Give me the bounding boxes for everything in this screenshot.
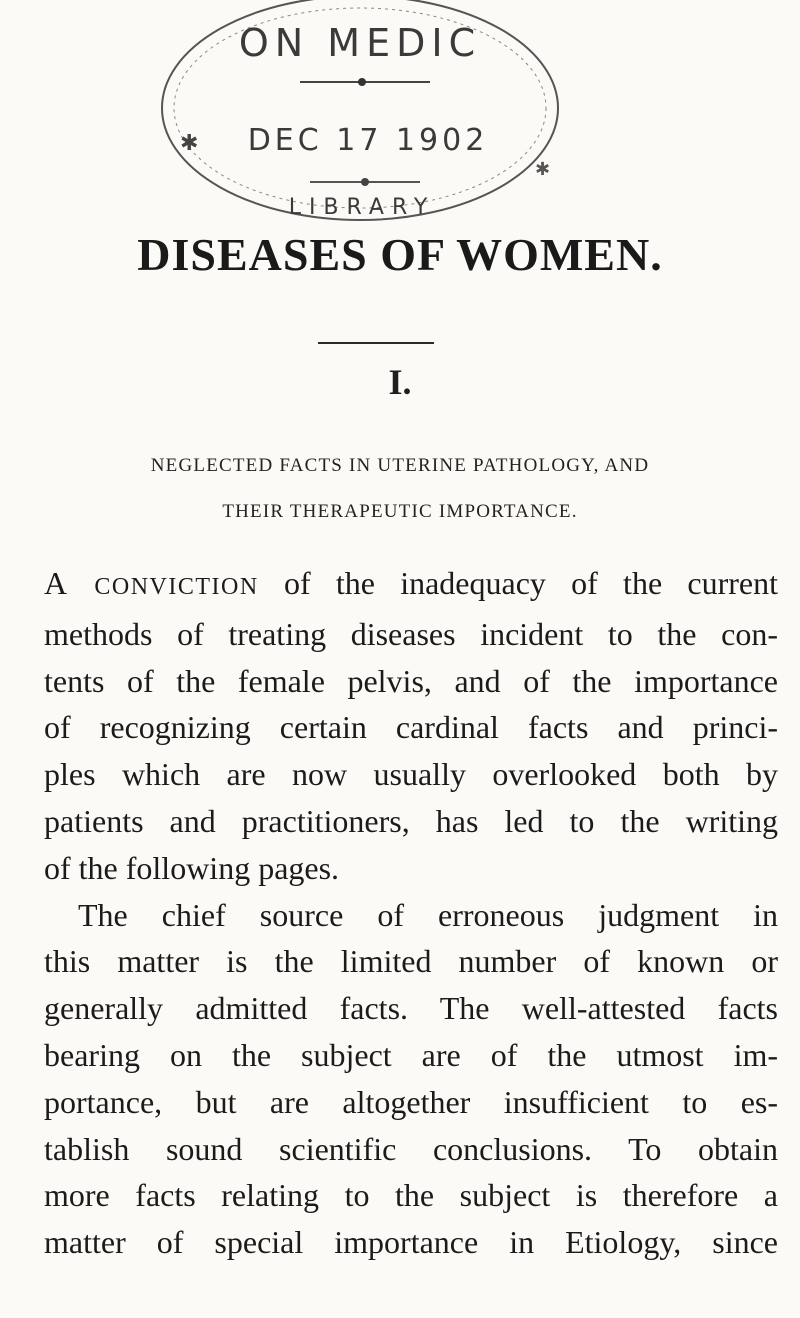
paragraph-1-line-1 [44,560,778,611]
chapter-subtitle-line-2: THEIR THERAPEUTIC IMPORTANCE. [222,501,578,522]
stamp-star-icon: ✱ [180,130,199,155]
chapter-subtitle-line-1: NEGLECTED FACTS IN UTERINE PATHOLOGY, AND [150,455,650,476]
chapter-number: I. [388,362,412,402]
paragraph-2-line: bearing on the subject are of the utmost im- [44,1036,778,1073]
paragraph-1-line: of recognizing certain cardinal facts and princi- [44,709,778,746]
initial-letter: A [44,565,70,601]
paragraph-1-line: patients and practitioners, has led to the writing [44,802,778,839]
library-stamp [140,0,580,230]
stamp-arc-text: ON MEDIC [238,21,482,65]
paragraph-2-line: portance, but are altogether insufficient to es- [44,1083,778,1120]
paragraph-2-line: this matter is the limited number of known or [44,943,778,980]
body-text [44,560,778,1266]
paragraph-1-line-1-rest: of the inadequacy of the current [283,565,778,601]
paragraph-1-line: of the following pages. [44,849,340,886]
stamp-bottom-text: LIBRARY [288,195,436,220]
main-title: DISEASES OF WOMEN. [137,229,663,280]
paragraph-1-line: tents of the female pelvis, and of the importance [44,662,778,699]
library-stamp-graphic [140,0,580,230]
paragraph-2-line: The chief source of erroneous judgment in [78,896,778,933]
stamp-star-icon-right: ✱ [535,159,551,179]
paragraph-1-line: ples which are now usually overlooked both by [44,756,778,793]
paragraph-2-line: matter of special importance in Etiology, since [44,1224,778,1261]
paragraph-2-line: more facts relating to the subject is therefore a [44,1177,778,1214]
paragraph-2-line: tablish sound scientific conclusions. To obtain [44,1130,778,1167]
smallcaps-word: CONVICTION [94,574,259,600]
paragraph-2-line: generally admitted facts. The well-attested facts [44,990,778,1027]
title-rule [318,342,434,344]
stamp-date: DEC 17 1902 [247,123,489,158]
paragraph-1-line: methods of treating diseases incident to the con- [44,615,778,652]
